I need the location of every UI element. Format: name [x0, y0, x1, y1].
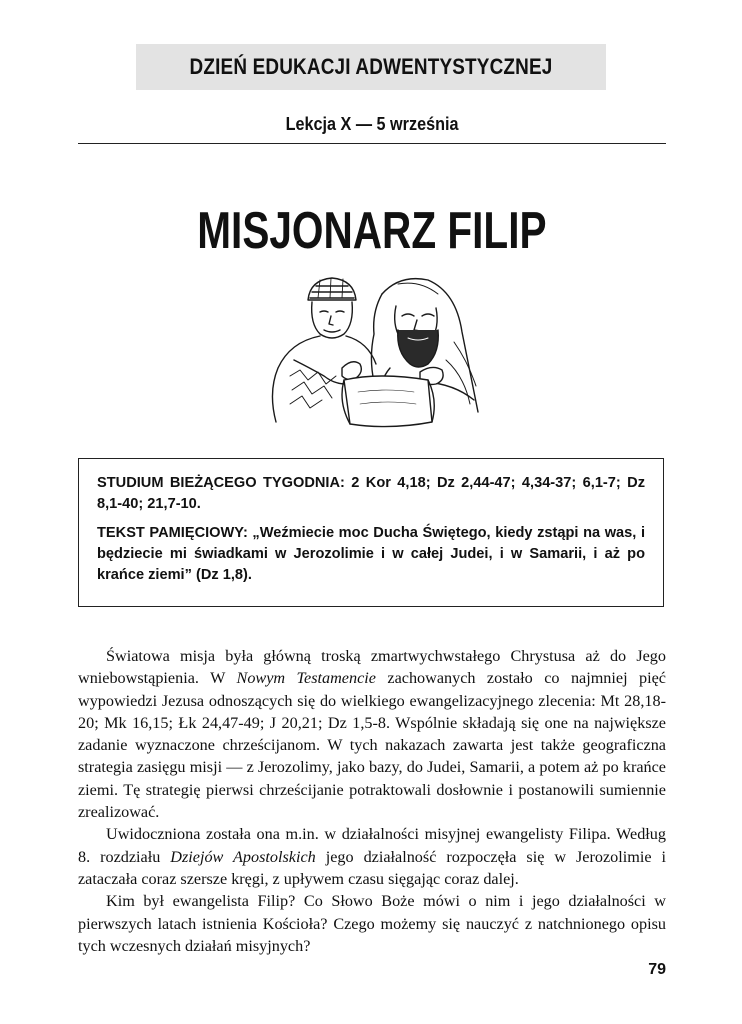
paragraph-1-b: zachowanych zostało co najmniej pięć wypowiedzi Jezusa odnoszących się do wielkiego ewangelizacyjnego zlecenia: Mt 28,18-20; Mk 16,15; Łk 24,47-49; J 20,21; Dz 1,5-8. Wspólnie składają się one na największe zadanie wyznaczone chrześcijanom. W tych nakazach zawarta jest także geograficzna strategia zasięgu misji — z Jerozolimy, jako bazy, do Judei, Samarii, a potem aż po krańce ziemi. Tę strategię pierwsi chrześcijanie potraktowali dosłownie i postanowili sumiennie zrealizować. — [78, 669, 666, 822]
memory-paragraph — [97, 523, 645, 586]
divider — [78, 143, 666, 144]
paragraph-2 — [78, 823, 666, 890]
memory-label: TEKST PAMIĘCIOWY: — [97, 525, 248, 541]
paragraph-1-a: Światowa misja była główną troską zmartwychwstałego Chrystusa aż do Jego wniebowstąpienia. W — [78, 647, 666, 688]
body-text — [78, 645, 666, 957]
header-title: DZIEŃ EDUKACJI ADWENTYSTYCZNEJ — [189, 54, 553, 79]
two-men-reading-scroll-illustration — [250, 272, 488, 440]
page-title — [78, 196, 666, 266]
page-number: 79 — [648, 961, 666, 978]
study-label: STUDIUM BIEŻĄCEGO TYGODNIA: — [97, 475, 345, 491]
memory-text: „Weźmiecie moc Ducha Świętego, kiedy zstąpi na was, i będziecie mi świadkami w Jerozolimie i w całej Judei, i w Samarii, i aż po krańce ziemi” (Dz 1,8). — [97, 525, 646, 583]
paragraph-2-em: Dziejów Apostolskich — [170, 847, 316, 866]
lesson-label: Lekcja X — 5 września — [285, 114, 459, 134]
paragraph-2-b: jego działalność rozpoczęła się w Jerozolimie i zataczała coraz szersze kręgi, z upływem czasu sięgając coraz dalej. — [78, 847, 666, 888]
page-title-text: MISJONARZ FILIP — [197, 202, 547, 260]
paragraph-3: Kim był ewangelista Filip? Co Słowo Boże mówi o nim i jego działalności w pierwszych latach istnienia Kościoła? Czego możemy się nauczyć z natchnionego opisu tych wczesnych działań misyjnych? — [78, 892, 666, 955]
study-refs: 2 Kor 4,18; Dz 2,44-47; 4,34-37; 6,1-7; Dz 8,1-40; 21,7-10. — [97, 475, 645, 512]
study-paragraph — [97, 473, 645, 515]
study-box — [78, 458, 664, 607]
header-band — [136, 44, 606, 90]
paragraph-2-a: Uwidoczniona została ona m.in. w działalności misyjnej ewangelisty Filipa. Według 8. rozdziału — [78, 825, 666, 866]
paragraph-1 — [78, 645, 666, 823]
paragraph-1-em: Nowym Testamencie — [236, 669, 376, 688]
lesson-subtitle — [78, 114, 666, 135]
